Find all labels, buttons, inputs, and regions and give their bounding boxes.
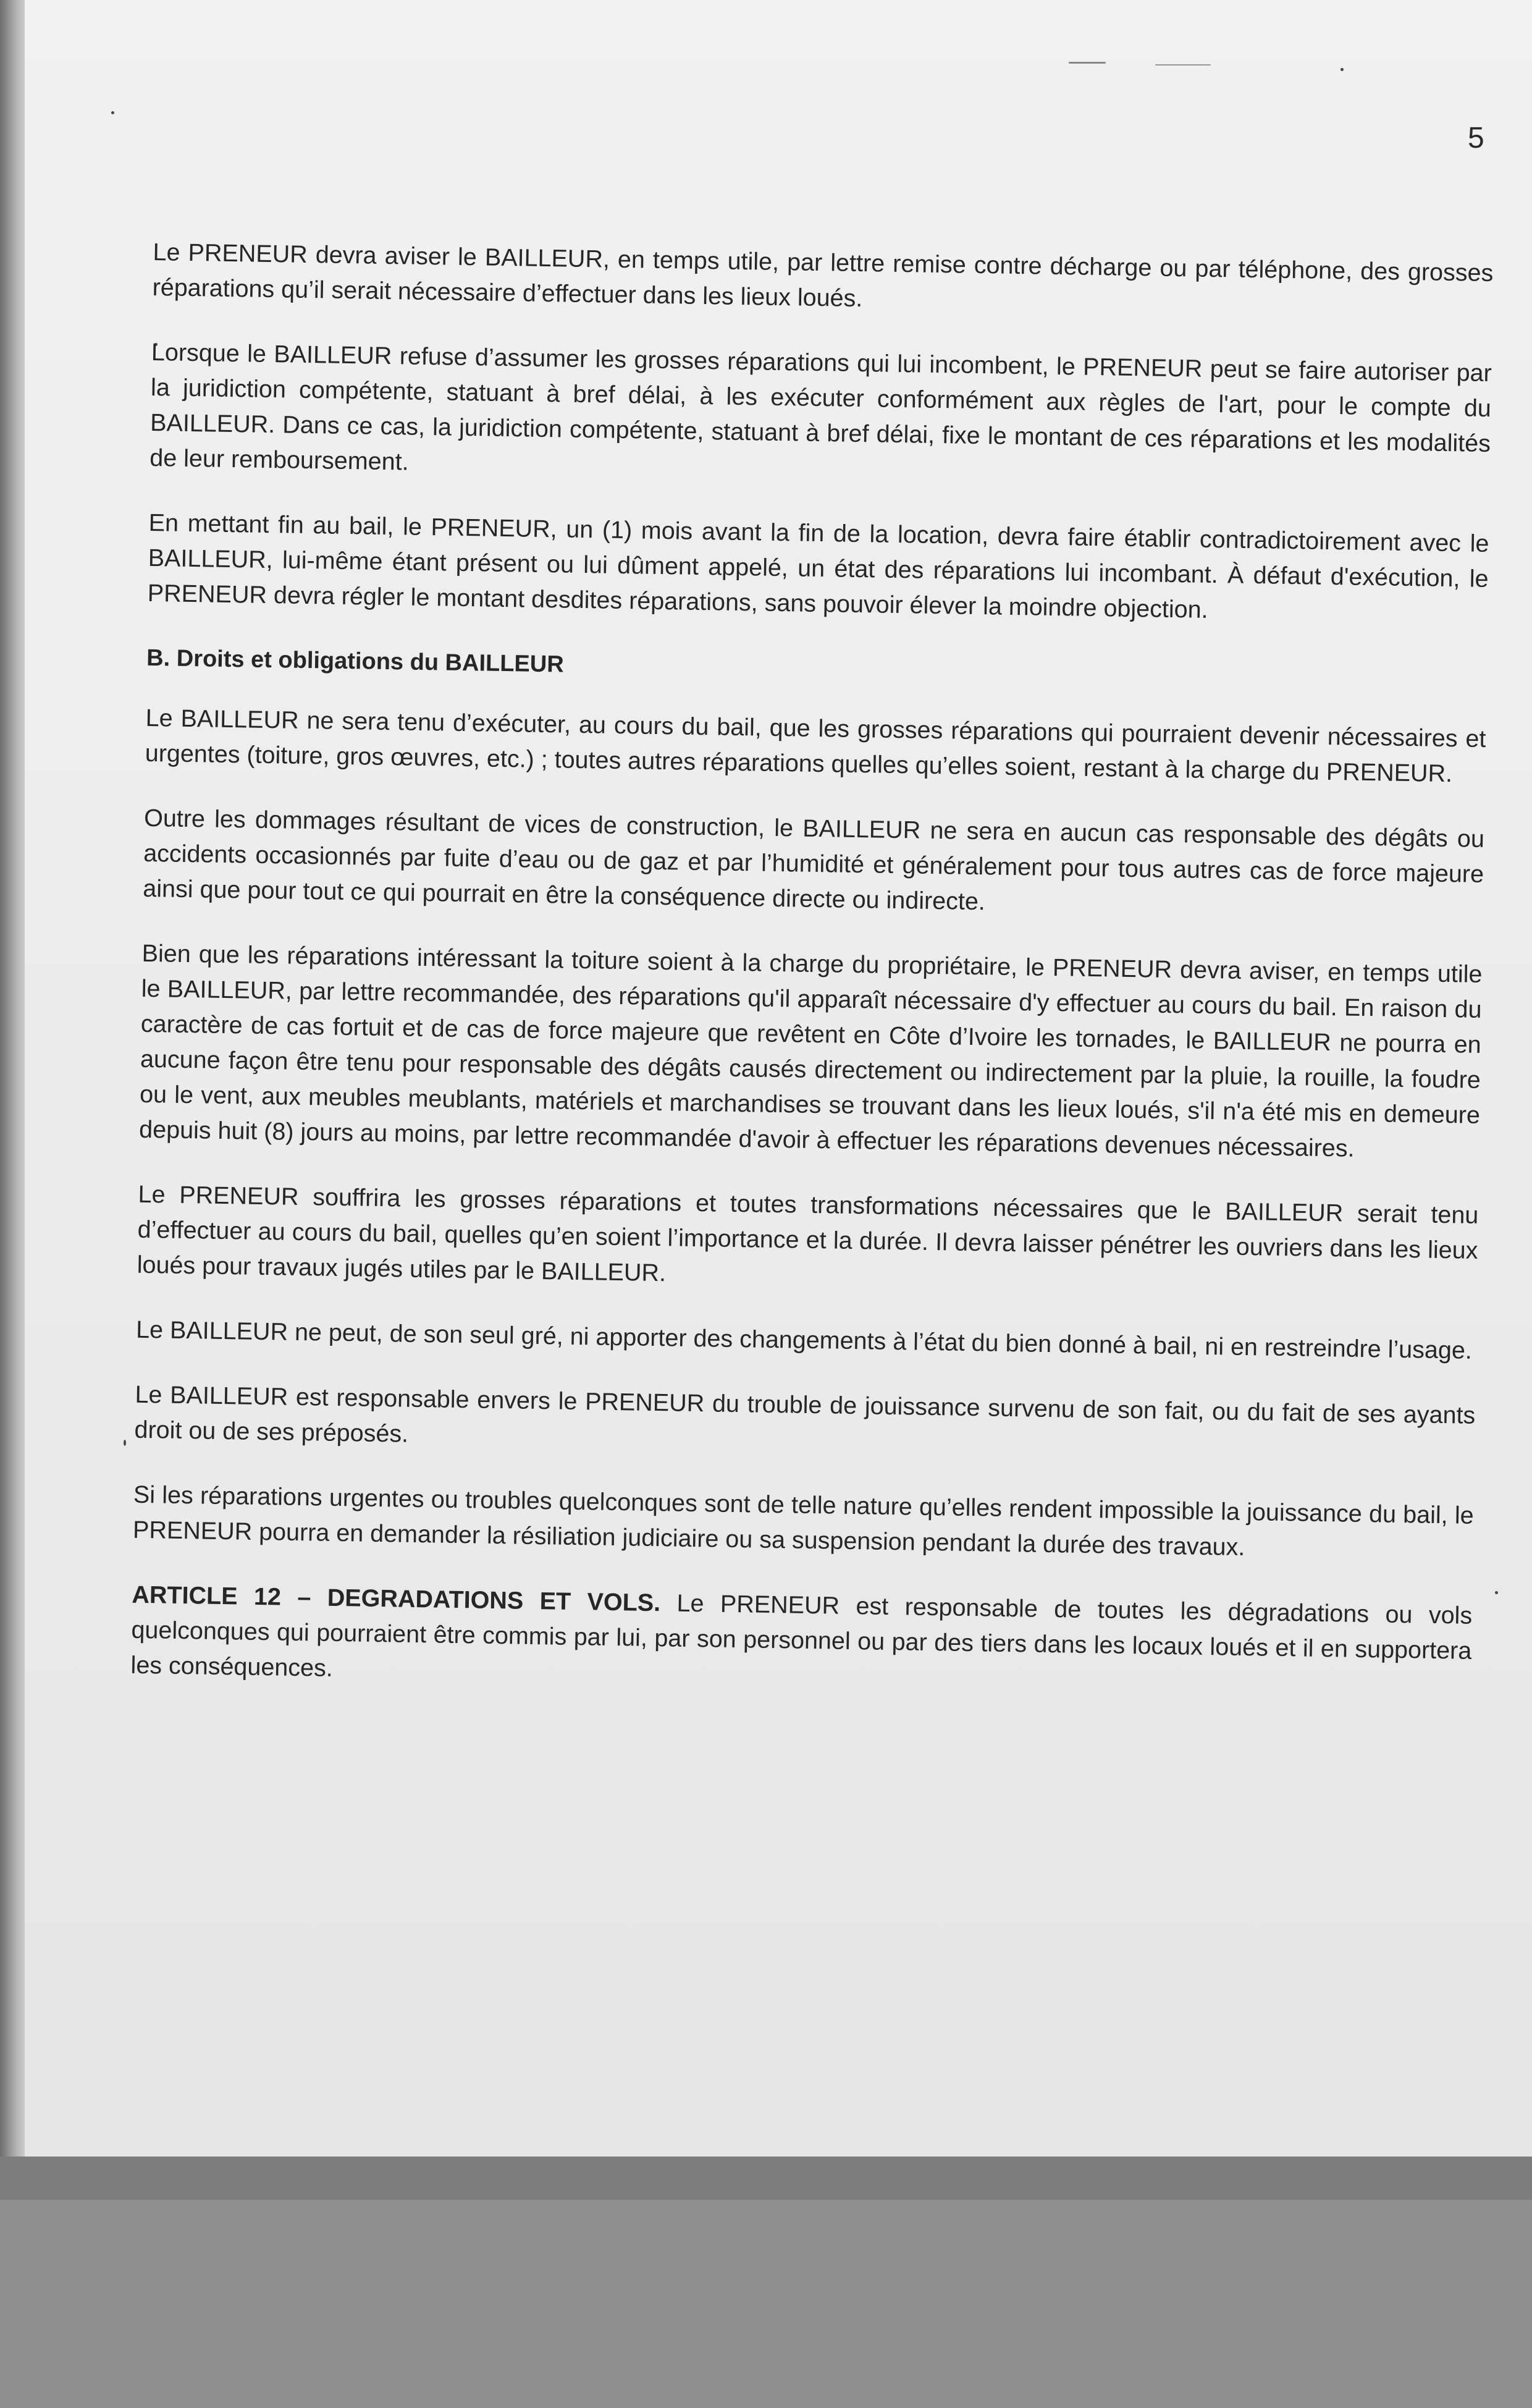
article-12-body: Le PRENEUR est responsable de toutes les dégradations ou vols quelconques qui pourraient être commis par lui, par son personnel ou par des tiers dans les locaux loués et il en supportera les conséquences. [130,1589,1473,1682]
article-12-title: ARTICLE 12 – DEGRADATIONS ET VOLS. [132,1581,661,1617]
section-heading-landlord-rights: B. Droits et obligations du BAILLEUR [146,644,565,678]
article-12 [130,1578,1472,1704]
paragraph-urgent-repairs: Si les réparations urgentes ou troubles quelconques sont de telle nature qu’elles rendent impossible la jouissance du bail, le PRENEUR pourra en demander la résiliation judiciaire ou sa suspension pendant la durée des travaux. [132,1481,1475,1561]
paragraph-landlord-liability: Le BAILLEUR est responsable envers le PRENEUR du trouble de jouissance survenu de son fait, ou du fait de ses ayants droit ou de ses préposés. [134,1380,1476,1448]
scan-bottom-edge [0,2157,1532,2200]
paragraph-damages-exclusion: Outre les dommages résultant de vices de construction, le BAILLEUR ne sera en aucun cas responsable des dégâts ou accidents occasionnés par fuite d’eau ou de gaz et par l’humidité et généralement pour tous autres cas de force majeure ainsi que pour tout ce qui pourrait en être la conséquence directe ou indirecte. [143,804,1485,916]
paragraph-landlord-repairs: Le BAILLEUR ne sera tenu d’exécuter, au cours du bail, que les grosses réparations qui pourraient devenir nécessaires et urgentes (toiture, gros œuvres, etc.) ; toutes autres réparations quelles qu’elles soient, restant à la charge du PRENEUR. [145,704,1486,788]
scan-speck [111,111,114,114]
paragraph-refusal-repairs: Lorsque le BAILLEUR refuse d’assumer les grosses réparations qui lui incombent, le PRENEUR peut se faire autoriser par la juridiction compétente, statuant à bref délai, à les exécuter conformément aux règles de l'art, pour le compte du BAILLEUR. Dans ce cas, la juridiction compétente, statuant à bref délai, fixe le montant de ces réparations et les modalités de leur remboursement. [149,338,1492,476]
page-number: 5 [1468,122,1484,154]
paragraph-notify-repairs: Le PRENEUR devra aviser le BAILLEUR, en temps utile, par lettre remise contre décharge ou par téléphone, des grosses réparations qu’il serait nécessaire d’effectuer dans les lieux loués. [152,238,1494,313]
paragraph-no-changes: Le BAILLEUR ne peut, de son seul gré, ni apporter des changements à l’état du bien donné à bail, ni en restreindre l’usage. [135,1316,1473,1364]
scan-mark [1155,64,1211,65]
scan-mark [1069,62,1106,64]
paragraph-roof-repairs: Bien que les réparations intéressant la toiture soient à la charge du propriétaire, le PRENEUR devra aviser, en temps utile le BAILLEUR, par lettre recommandée, des réparations qu'il apparaît nécessaire d'y effectuer au cours du bail. En raison du caractère de cas fortuit et de cas de force majeure que revêtent en Côte d’Ivoire les tornades, le BAILLEUR ne pourra en aucune façon être tenu pour responsable des dégâts causés directement ou indirectement par la pluie, la rouille, la foudre ou le vent, aux meubles meublants, matériels et marchandises se trouvant dans les lieux loués, s'il n'a été mis en demeure depuis huit (8) jours au moins, par lettre recommandée d'avoir à effectuer les réparations devenues nécessaires. [138,939,1483,1162]
document-body [130,235,1493,1734]
scan-speck [1495,1591,1498,1594]
paragraph-end-of-lease: En mettant fin au bail, le PRENEUR, un (1) mois avant la fin de la location, devra faire établir contradictoirement avec le BAILLEUR, lui-même étant présent ou lui dûment appelé, un état des réparations lui incombant. À défaut d'exécution, le PRENEUR devra régler le montant desdites réparations, sans pouvoir élever la moindre objection. [147,509,1489,623]
paragraph-major-works: Le PRENEUR souffrira les grosses réparations et toutes transformations nécessaires que le BAILLEUR serait tenu d’effectuer au cours du bail, quelles qu’en soient l’importance et la durée. Il devra laisser pénétrer les ouvriers dans les lieux loués pour travaux jugés utiles par le BAILLEUR. [137,1180,1479,1287]
scan-speck [124,1440,126,1446]
scan-speck [1340,68,1344,71]
